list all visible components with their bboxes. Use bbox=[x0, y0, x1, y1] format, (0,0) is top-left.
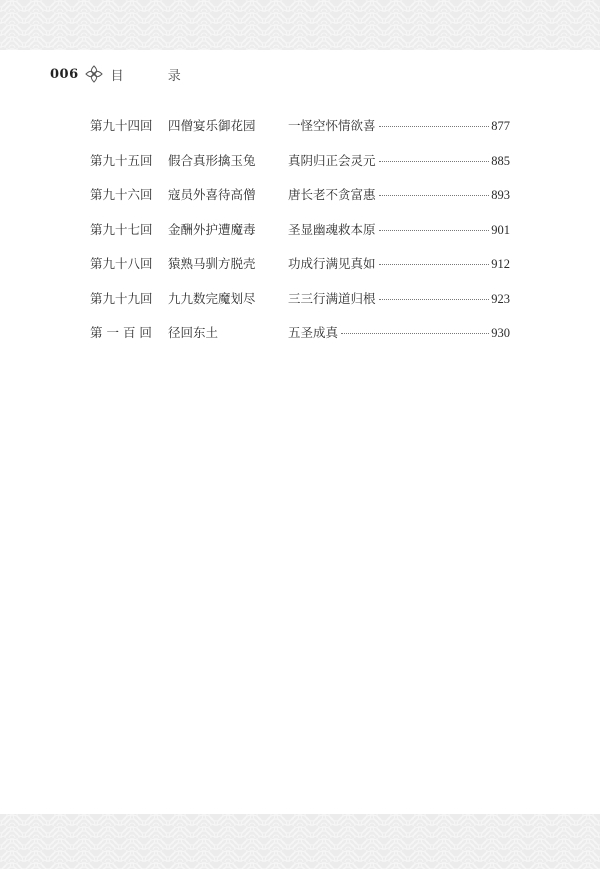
bottom-decorative-band bbox=[0, 814, 600, 869]
chapter-title-first-line: 假合真形擒玉兔 bbox=[168, 152, 256, 168]
chapter-title-first-line: 四僧宴乐御花园 bbox=[168, 118, 256, 133]
chapter-title-second-line: 真阴归正会灵元 bbox=[288, 152, 376, 168]
toc-entry[interactable] bbox=[90, 151, 510, 186]
chapter-number: 第九十九回 bbox=[90, 290, 153, 306]
chapter-title-first-line: 寇员外喜待高僧 bbox=[168, 187, 256, 202]
chapter-number: 第九十五回 bbox=[90, 152, 153, 168]
chapter-title-first-line: 九九数完魔划尽 bbox=[168, 290, 256, 306]
chapter-title-second-line-group bbox=[288, 323, 510, 343]
chapter-number: 第九十七回 bbox=[90, 221, 153, 237]
toc-entry[interactable] bbox=[90, 220, 510, 255]
chapter-title-first-line: 猿熟马驯方脱壳 bbox=[168, 256, 256, 271]
chapter-title-second-line: 唐长老不贪富惠 bbox=[288, 187, 376, 202]
chapter-title-first-line: 径回东土 bbox=[168, 325, 219, 340]
chapter-title-second-line: 五圣成真 bbox=[288, 325, 339, 340]
dot-leader bbox=[379, 230, 490, 231]
toc-entry[interactable] bbox=[90, 116, 510, 151]
wave-pattern-bottom bbox=[0, 814, 600, 869]
chapter-title-second-line: 圣显幽魂救本原 bbox=[288, 221, 376, 237]
chapter-page-number: 885 bbox=[491, 153, 510, 168]
wave-pattern-top bbox=[0, 0, 600, 50]
top-decorative-band bbox=[0, 0, 600, 50]
dot-leader bbox=[379, 126, 490, 127]
chapter-title-second-line: 功成行满见真如 bbox=[288, 256, 376, 271]
dot-leader bbox=[379, 264, 490, 265]
chapter-number: 第九十四回 bbox=[90, 118, 153, 133]
chapter-page-number: 901 bbox=[491, 222, 510, 237]
chapter-number: 第九十八回 bbox=[90, 256, 153, 271]
chapter-page-number: 877 bbox=[491, 119, 510, 133]
chapter-title-second-line-group bbox=[288, 185, 510, 205]
chapter-title-second-line-group bbox=[288, 220, 510, 240]
toc-entry[interactable] bbox=[90, 254, 510, 289]
chapter-title-second-line-group bbox=[288, 151, 510, 171]
page-number: 006 bbox=[50, 66, 79, 82]
page-header bbox=[50, 63, 201, 85]
toc-entry[interactable] bbox=[90, 185, 510, 220]
dot-leader bbox=[379, 299, 490, 300]
dot-leader bbox=[379, 195, 490, 196]
table-of-contents bbox=[90, 116, 510, 358]
dot-leader bbox=[379, 161, 490, 162]
chapter-page-number: 912 bbox=[491, 257, 510, 271]
dot-leader bbox=[341, 333, 489, 334]
chapter-title-second-line: 一怪空怀情欲喜 bbox=[288, 118, 376, 133]
chapter-page-number: 893 bbox=[491, 188, 510, 202]
chapter-title-second-line-group bbox=[288, 254, 510, 274]
chapter-title-first-line: 金酬外护遭魔毒 bbox=[168, 221, 256, 237]
running-title: 目 录 bbox=[110, 68, 201, 84]
chapter-page-number: 923 bbox=[491, 291, 510, 306]
chapter-number: 第 一 百 回 bbox=[90, 325, 152, 340]
chapter-number: 第九十六回 bbox=[90, 187, 153, 202]
chapter-title-second-line: 三三行满道归根 bbox=[288, 290, 376, 306]
chapter-title-second-line-group bbox=[288, 289, 510, 309]
chapter-title-second-line-group bbox=[288, 116, 510, 136]
chapter-page-number: 930 bbox=[491, 326, 510, 340]
toc-entry[interactable] bbox=[90, 289, 510, 324]
toc-entry[interactable] bbox=[90, 323, 510, 358]
lotus-ornament-icon bbox=[85, 65, 103, 83]
